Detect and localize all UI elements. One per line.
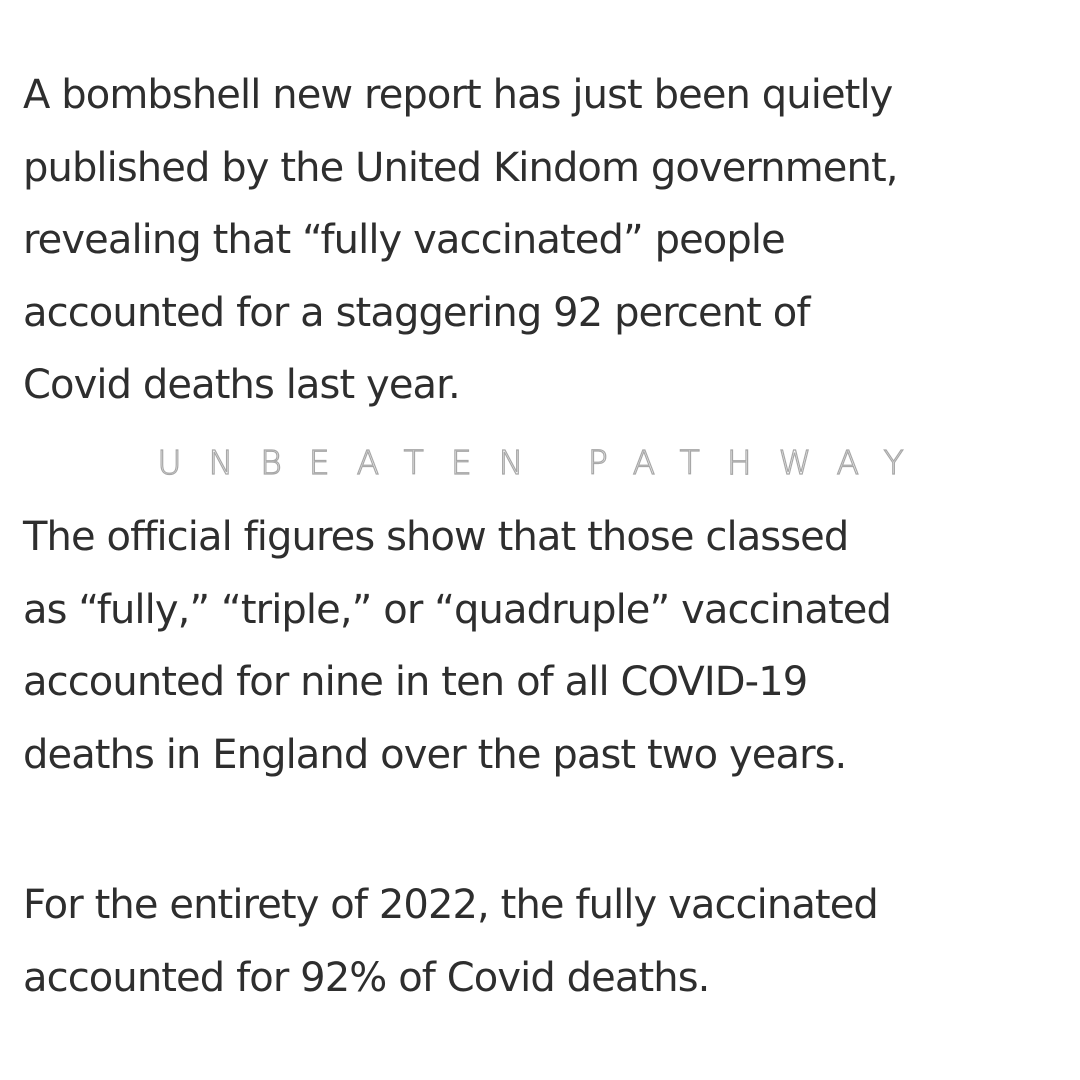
paragraph-1 (23, 59, 1073, 422)
watermark-text: UNBEATEN PATHWAY (157, 443, 931, 482)
paragraph-1-line: accounted for a staggering 92 percent of (23, 289, 810, 336)
paragraph-3-line: accounted for 92% of Covid deaths. (23, 954, 710, 1001)
paragraph-1-line: A bombshell new report has just been quietly (23, 72, 893, 118)
paragraph-3 (23, 869, 1073, 1014)
paragraph-1-line: published by the United Kindom government, (23, 144, 898, 191)
paragraph-2-line: The official figures show that those classed (23, 514, 849, 560)
paragraph-2 (23, 501, 1073, 791)
paragraph-1-line: Covid deaths last year. (23, 362, 460, 408)
paragraph-2-line: deaths in England over the past two years. (23, 731, 847, 778)
paragraph-1-line: revealing that “fully vaccinated” people (23, 217, 785, 263)
paragraph-3-line: For the entirety of 2022, the fully vaccinated (23, 882, 878, 928)
paragraph-2-line: accounted for nine in ten of all COVID-19 (23, 659, 808, 705)
paragraph-2-line: as “fully,” “triple,” or “quadruple” vaccinated (23, 586, 891, 633)
